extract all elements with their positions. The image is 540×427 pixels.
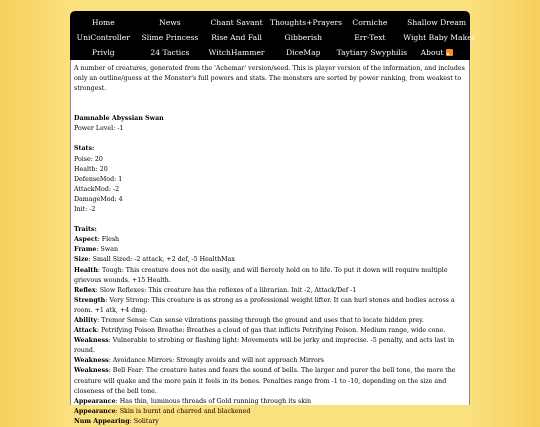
trait-text: : Small Sized: -2 attack, +2 def, -5 HealthMax <box>88 256 235 264</box>
nav-row-2 <box>70 31 476 45</box>
nav-link-privlg[interactable]: Privlg <box>91 48 115 57</box>
trait-item <box>74 407 466 417</box>
nav-link-thoughts-prayers[interactable]: Thoughts+Prayers <box>270 18 343 27</box>
trait-item <box>74 417 466 427</box>
trait-item <box>74 286 466 296</box>
nav-link-gibberish[interactable]: Gibberish <box>284 33 323 42</box>
trait-text: : Skin is burnt and charred and blackened <box>115 407 251 415</box>
trait-label: Ability <box>74 316 98 324</box>
nav-link-err-text[interactable]: Err-Text <box>354 33 386 42</box>
trait-text: : Bell Fear: The creature hates and fears the sound of bells. The larger and purer the bell tone, the more the creature will quake and the more pain it feels in its bones. Penalties range from -1 to -10, depending on the size and closeness of the bell tone. <box>74 367 456 395</box>
trait-text: : Very Strong: This creature is as strong as a professional weight lifter. It can hurl stones and bodies across a room. +1 atk, +4 dmg. <box>74 296 455 314</box>
main-content <box>70 60 470 425</box>
trait-text: : Tough: This creature does not die easily, and will fiercely hold on to life. To put it down will require multiple grievous wounds. +15 Health. <box>74 266 448 284</box>
trait-label: Aspect <box>74 236 98 244</box>
nav-link-dicemap[interactable]: DiceMap <box>286 48 321 57</box>
intro-text: A number of creatures, generated from the 'Achemar' version/seed. This is player version of the information, and includes only an outline/guess at the Monster's full powers and stats. The monsters are sorted by power ranking, from weakest to strongest. <box>74 65 465 93</box>
stat-health: Health: 20 <box>74 165 108 173</box>
trait-label: Strength <box>74 296 106 304</box>
trait-item <box>74 336 466 356</box>
nav-link-witchhammer[interactable]: WitchHammer <box>208 48 265 57</box>
trait-label: Frame <box>74 246 97 254</box>
stat-defensemod: DefenseMod: 1 <box>74 175 123 183</box>
trait-item <box>74 235 466 245</box>
creature-name: Damnable Abyssian Swan <box>74 115 164 123</box>
trait-text: : Slow Reflexes: This creature has the reflexes of a librarian. Init -2, Attack/Def -1 <box>95 286 357 294</box>
trait-item <box>74 296 466 316</box>
trait-label: Appearance <box>74 407 116 415</box>
stat-poise: Poise: 20 <box>74 155 103 163</box>
trait-label: Weakness <box>74 357 109 365</box>
top-nav <box>70 11 476 60</box>
trait-label: Reflex <box>74 286 96 294</box>
trait-item <box>74 266 466 286</box>
nav-link-news[interactable]: News <box>159 18 181 27</box>
trait-label: Num Appearing <box>74 417 130 425</box>
trait-label: Weakness <box>74 337 109 345</box>
trait-text: : Tremor Sense: Can sense vibrations passing through the ground and uses that to locate hidden prey. <box>97 316 424 324</box>
nav-link-rise-and-fall[interactable]: Rise And Fall <box>211 33 262 42</box>
trait-label: Health <box>74 266 98 274</box>
nav-row-1 <box>70 16 470 30</box>
trait-item <box>74 255 466 265</box>
trait-item <box>74 397 466 407</box>
trait-text: : Swan <box>96 246 119 254</box>
trait-text: : Vulnerable to strobing or flashing light: Movements will be jerky and imprecise. -5 penalty, and acts last in round. <box>74 337 455 355</box>
nav-link-chant-savant[interactable]: Chant Savant <box>210 18 263 27</box>
trait-label: Appearance <box>74 397 116 405</box>
trait-item <box>74 366 466 396</box>
trait-label: Attack <box>74 327 97 335</box>
trait-text: : Has thin, luminous threads of Gold running through its skin <box>115 397 312 405</box>
trait-label: Size <box>74 256 89 264</box>
nav-link-wight-baby-maker[interactable]: Wight Baby Maker <box>403 33 476 42</box>
trait-item <box>74 326 466 336</box>
stat-init: Init: -2 <box>74 206 96 214</box>
stats-heading: Stats: <box>74 145 95 153</box>
nav-link-about[interactable]: About <box>420 48 444 57</box>
stats-list <box>74 155 466 216</box>
stat-damagemod: DamageMod: 4 <box>74 195 123 203</box>
nav-item-about <box>403 46 470 60</box>
nav-link-24-tactics[interactable]: 24 Tactics <box>150 48 190 57</box>
nav-link-taytiary-swyphilis[interactable]: Taytiary Swyphilis <box>336 48 408 57</box>
nav-row-3 <box>70 46 470 60</box>
trait-text: : Petrifying Poison Breathe: Breathes a cloud of gas that inflicts Petrifying Poison. Medium range, wide cone. <box>96 327 446 335</box>
trait-item <box>74 245 466 255</box>
trait-text: : Flesh <box>97 236 120 244</box>
traits-heading: Traits: <box>74 226 97 234</box>
traits-list <box>74 235 466 427</box>
trait-item <box>74 356 466 366</box>
trait-text: : Solitary <box>129 417 159 425</box>
nav-link-slime-princess[interactable]: Slime Princess <box>141 33 199 42</box>
trait-label: Weakness <box>74 367 109 375</box>
power-level: Power Level: -1 <box>74 125 124 133</box>
nav-link-shallow-dream[interactable]: Shallow Dream <box>407 18 467 27</box>
stat-attackmod: AttackMod: -2 <box>74 185 120 193</box>
nav-link-home[interactable]: Home <box>91 18 115 27</box>
nav-link-corniche[interactable]: Corniche <box>352 18 388 27</box>
trait-text: : Avoidance Mirrors: Strongly avoids and will not approach Mirrors <box>108 357 325 365</box>
trait-item <box>74 316 466 326</box>
nav-link-unicontroller[interactable]: UniController <box>76 33 130 42</box>
rss-feed-icon[interactable] <box>446 49 453 56</box>
